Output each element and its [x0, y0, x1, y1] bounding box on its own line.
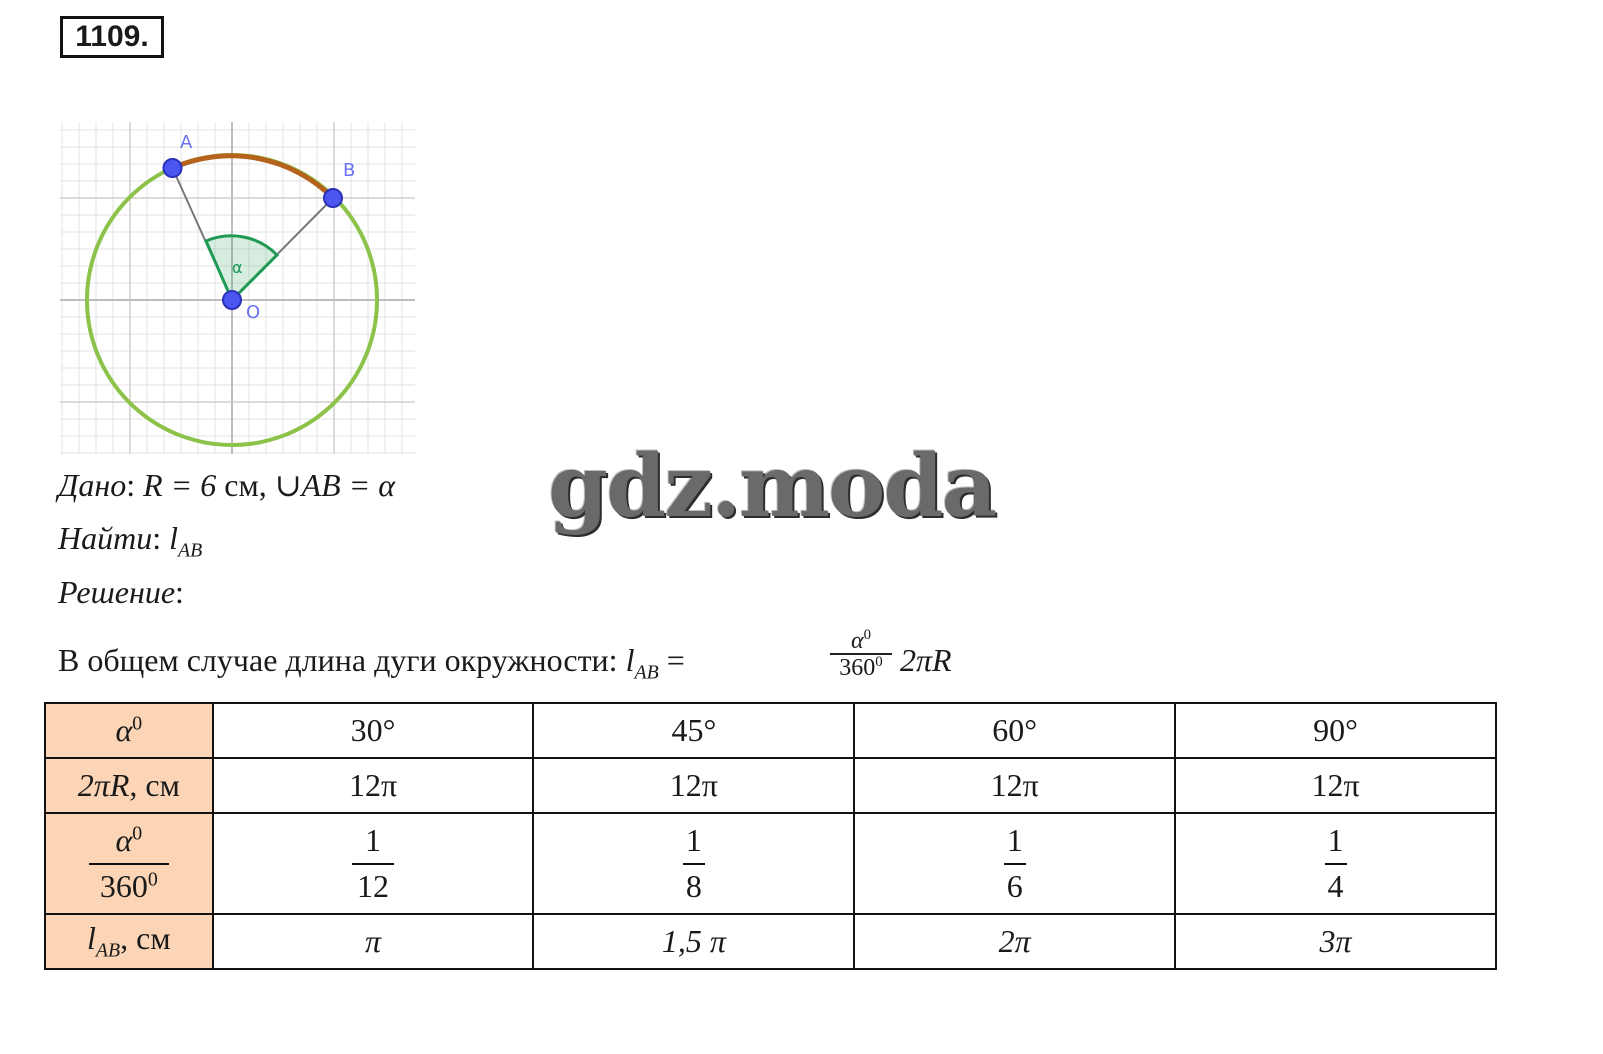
ratio-num: 1: [1327, 822, 1344, 859]
solution-colon: :: [175, 574, 184, 610]
ratio-bar: [352, 863, 394, 865]
point-a-label: A: [180, 132, 193, 153]
circle-arc-figure: [60, 118, 420, 458]
header-alpha-base: α: [115, 712, 133, 748]
header-len-base: l: [87, 920, 96, 957]
header-ratio: [45, 813, 213, 914]
given-unit: см,: [216, 467, 275, 503]
given-arc: ∪AB = α: [274, 467, 396, 503]
point-o-label: O: [246, 302, 261, 323]
ratio-num: 1: [1006, 822, 1023, 859]
table-row-ratio: [45, 813, 1496, 914]
circumference-cell: 12π: [854, 758, 1175, 813]
point-b-marker: [324, 189, 342, 207]
angle-cell: 45°: [533, 703, 854, 758]
find-line: [58, 520, 202, 562]
ratio-cell: [533, 813, 854, 914]
header-len-unit: , см: [120, 920, 171, 957]
ratio-den: 12: [357, 867, 390, 904]
point-o-marker: [223, 291, 241, 309]
find-label: Найти: [58, 520, 153, 556]
ratio-bar: [1325, 863, 1347, 865]
ratio-num: 1: [365, 822, 382, 859]
angle-cell: 60°: [854, 703, 1175, 758]
header-ratio-num: α: [115, 822, 133, 859]
table-row-length: [45, 914, 1496, 969]
formula-lhs-var: l: [625, 642, 635, 678]
arc-length-table: [44, 702, 1497, 970]
formula-frac-den-sup: 0: [875, 654, 883, 670]
header-ratio-den-sup: 0: [147, 867, 158, 890]
header-alpha-sup: 0: [132, 712, 143, 735]
given-line: [58, 466, 395, 504]
length-cell: π: [213, 914, 534, 969]
find-var: l: [169, 520, 178, 556]
watermark: gdz.moda: [548, 436, 996, 537]
formula-description: В общем случае длина дуги окружности:: [58, 642, 626, 678]
solution-line: [58, 574, 184, 611]
header-ratio-num-sup: 0: [132, 822, 143, 845]
length-cell: 3π: [1175, 914, 1496, 969]
arc-ab: [173, 156, 334, 198]
header-ratio-bar: [89, 863, 169, 865]
ratio-num: 1: [685, 822, 702, 859]
header-ratio-den: 360: [99, 867, 148, 904]
ratio-den: 8: [685, 867, 702, 904]
formula-frac-num-sup: 0: [863, 627, 872, 643]
point-b-label: B: [343, 160, 356, 181]
find-colon: :: [152, 520, 170, 556]
ratio-cell: [1175, 813, 1496, 914]
length-cell: 1,5 π: [533, 914, 854, 969]
formula-fraction: [830, 628, 892, 680]
header-circ-base: 2πR: [77, 767, 130, 803]
header-circ-unit: , см: [129, 767, 180, 803]
ratio-cell: [213, 813, 534, 914]
formula-lhs-sub: AB: [634, 661, 659, 684]
given-colon: :: [126, 467, 136, 503]
formula-frac-den: 360: [839, 655, 876, 681]
given-radius: R = 6: [143, 467, 217, 503]
point-a-marker: [164, 159, 182, 177]
circumference-cell: 12π: [213, 758, 534, 813]
formula-rhs: 2πR: [900, 642, 952, 678]
angle-label: α: [232, 258, 243, 277]
ratio-cell: [854, 813, 1175, 914]
circumference-cell: 12π: [1175, 758, 1496, 813]
length-cell: 2π: [854, 914, 1175, 969]
circumference-cell: 12π: [533, 758, 854, 813]
find-sub: AB: [178, 539, 203, 562]
ratio-den: 6: [1006, 867, 1023, 904]
problem-number: 1109.: [60, 16, 164, 58]
header-len-sub: AB: [95, 939, 121, 962]
header-length: [45, 914, 213, 969]
angle-cell: 30°: [213, 703, 534, 758]
table-row-angle: [45, 703, 1496, 758]
ratio-bar: [1004, 863, 1026, 865]
ratio-bar: [683, 863, 705, 865]
given-label: Дано: [58, 467, 127, 503]
formula-frac-num: α: [850, 628, 864, 654]
formula-text: [58, 642, 685, 684]
formula-equals: =: [658, 642, 685, 678]
ratio-den: 4: [1327, 867, 1344, 904]
solution-label: Решение: [58, 574, 176, 610]
angle-cell: 90°: [1175, 703, 1496, 758]
header-circumference: [45, 758, 213, 813]
header-alpha: [45, 703, 213, 758]
table-row-circumference: [45, 758, 1496, 813]
